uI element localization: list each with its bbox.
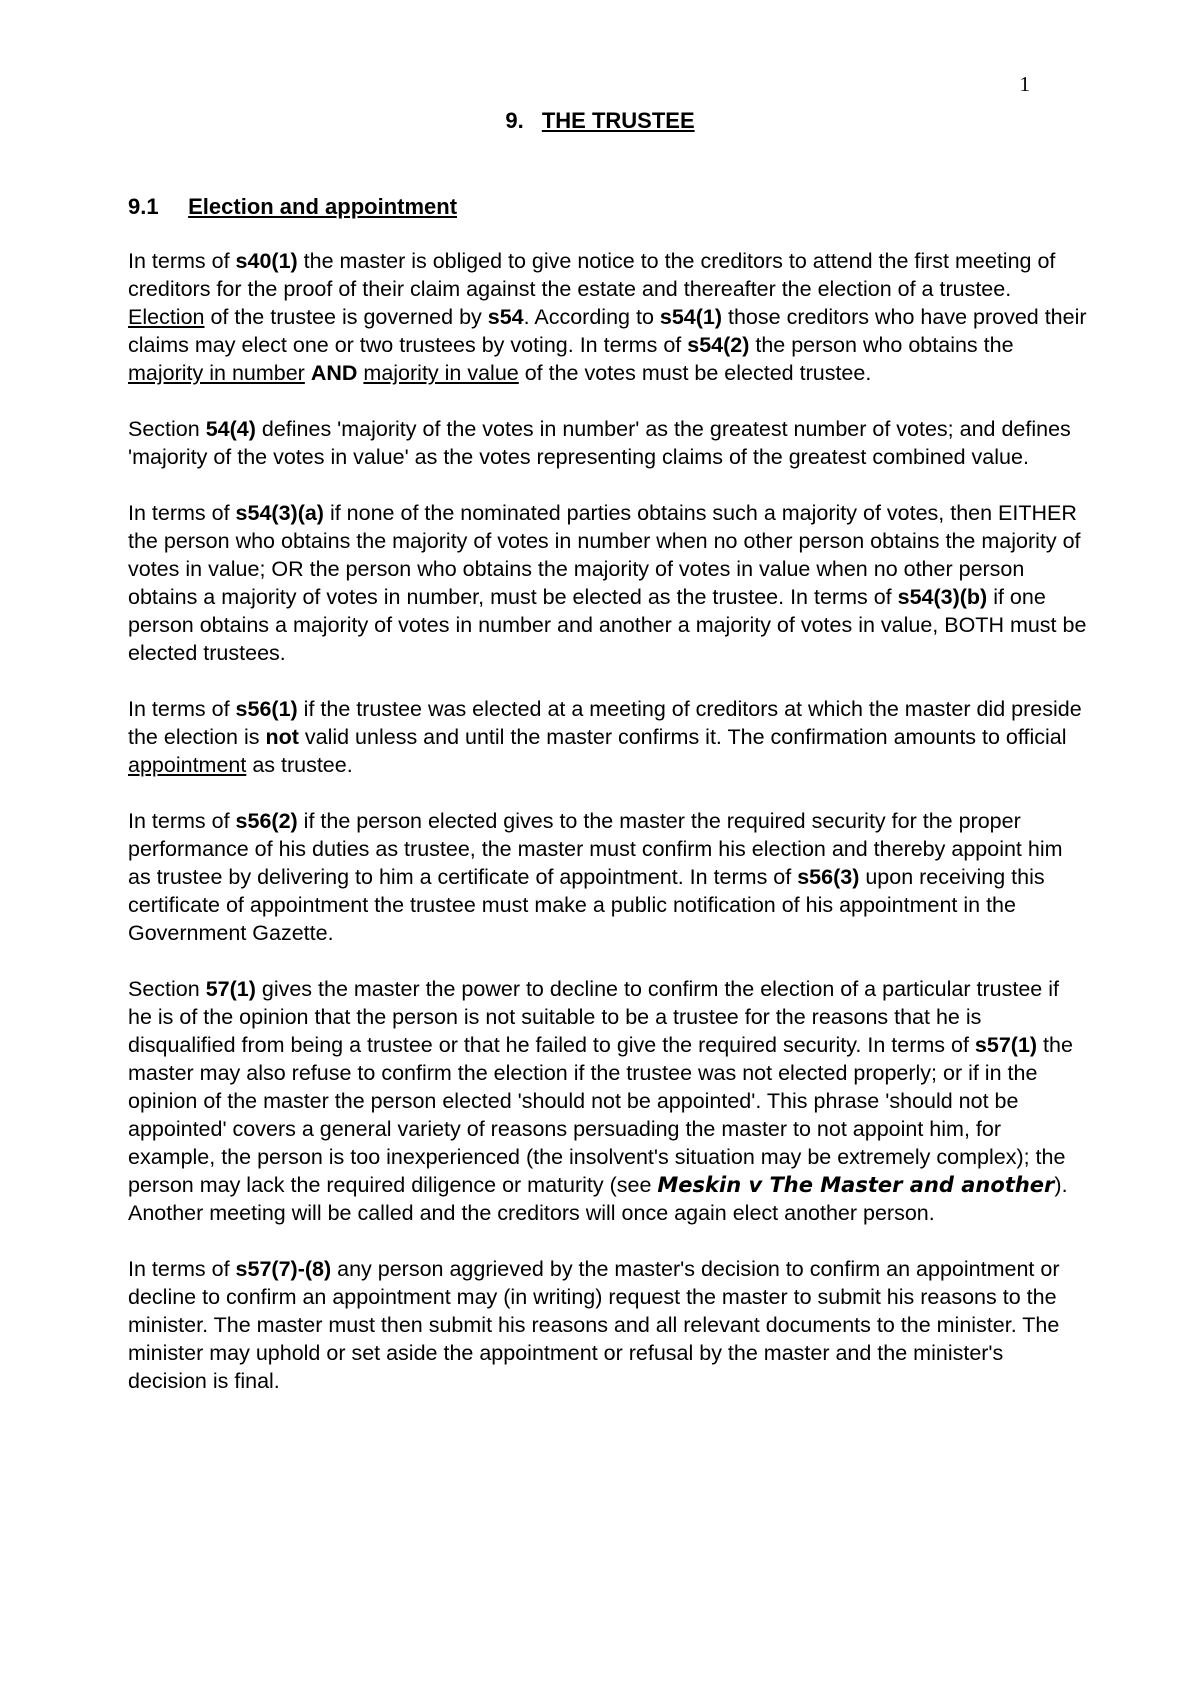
section-title-text: Election and appointment	[188, 194, 458, 219]
text-run: In terms of	[128, 249, 236, 273]
chapter-title-text: THE TRUSTEE	[541, 108, 695, 133]
text-run: In terms of	[128, 697, 236, 721]
statute-reference: s54(1)	[659, 305, 723, 329]
text-run: gives the master the power to decline to confirm the election of a particular trustee if he is of the opinion that the person is not suitable to be a trustee for the reasons that he is disqualified from being a trustee or that he failed to give the required security. In terms of	[128, 977, 1059, 1057]
chapter-number: 9.	[505, 108, 524, 133]
underlined-term: majority in number	[128, 361, 305, 385]
text-run: valid unless and until the master confirms it. The confirmation amounts to official	[298, 725, 1067, 749]
page-number: 1	[1019, 72, 1030, 96]
text-run: those creditors who have proved their claims may elect one or two trustees by voting. In terms of	[128, 305, 1087, 357]
statute-reference: s57(7)-(8)	[235, 1257, 332, 1281]
paragraph	[128, 695, 1088, 779]
paragraph	[128, 499, 1088, 667]
paragraph	[128, 807, 1088, 947]
statute-reference: not	[265, 725, 299, 749]
text-run: if none of the nominated parties obtains such a majority of votes, then EITHER the person who obtains the majority of votes in number when no other person obtains the majority of votes in value; OR the person who obtains the majority of votes in value when no other person obtains a majority of votes in number, must be elected as the trustee. In terms of	[128, 501, 1081, 609]
statute-reference: 57(1)	[205, 977, 256, 1001]
text-run: if the trustee was elected at a meeting of creditors at which the master did preside the election is	[128, 697, 1082, 749]
section-number: 9.1	[128, 194, 159, 219]
statute-reference: s56(2)	[235, 809, 298, 833]
section-heading	[128, 194, 457, 220]
statute-reference: 54(4)	[205, 417, 256, 441]
text-run: Section	[128, 977, 206, 1001]
chapter-title	[0, 108, 1200, 134]
text-run: ). Another meeting will be called and the creditors will once again elect another person.	[128, 1173, 1068, 1225]
statute-reference: s57(1)	[974, 1033, 1038, 1057]
text-run: upon receiving this certificate of appointment the trustee must make a public notification of his appointment in the Government Gazette.	[128, 865, 1045, 945]
statute-reference: s54(3)(b)	[897, 585, 988, 609]
text-run: any person aggrieved by the master's decision to confirm an appointment or decline to confirm an appointment may (in writing) request the master to submit his reasons to the minister. The master must then submit his reasons and all relevant documents to the minister. The minister may uphold or set aside the appointment or refusal by the master and the minister's decision is final.	[128, 1257, 1060, 1393]
text-run: the master is obliged to give notice to the creditors to attend the first meeting of creditors for the proof of their claim against the estate and thereafter the election of a trustee.	[128, 249, 1056, 301]
text-run: of the votes must be elected trustee.	[518, 361, 872, 385]
text-run: Section	[128, 417, 206, 441]
statute-reference: s40(1)	[235, 249, 298, 273]
text-run: the person who obtains the	[749, 333, 1014, 357]
text-run: In terms of	[128, 501, 236, 525]
text-run: defines 'majority of the votes in number' as the greatest number of votes; and defines 'majority of the votes in value' as the votes representing claims of the greatest combined value.	[128, 417, 1071, 469]
case-citation: Meskin v The Master and another	[657, 1173, 1055, 1197]
text-run: In terms of	[128, 1257, 236, 1281]
underlined-term: majority in value	[363, 361, 519, 385]
paragraph	[128, 415, 1088, 471]
text-run: In terms of	[128, 809, 236, 833]
paragraph	[128, 247, 1088, 387]
text-run: if the person elected gives to the master the required security for the proper performance of his duties as trustee, the master must confirm his election and thereby appoint him as trustee by delivering to him a certificate of appointment. In terms of	[128, 809, 1063, 889]
body-text	[128, 247, 1088, 1423]
paragraph	[128, 975, 1088, 1227]
text-run: . According to	[523, 305, 660, 329]
statute-reference: s54(2)	[687, 333, 750, 357]
text-run: of the trustee is governed by	[204, 305, 488, 329]
statute-reference: s56(3)	[797, 865, 860, 889]
text-run: as trustee.	[246, 753, 353, 777]
underlined-term: Election	[128, 305, 205, 329]
statute-reference: s54	[487, 305, 524, 329]
underlined-term: appointment	[128, 753, 247, 777]
statute-reference: s54(3)(a)	[235, 501, 324, 525]
statute-reference: s56(1)	[235, 697, 298, 721]
statute-reference: AND	[310, 361, 358, 385]
text-run: the master may also refuse to confirm the election if the trustee was not elected properly; or if in the opinion of the master the person elected 'should not be appointed'. This phrase 'should not be appointed' covers a general variety of reasons persuading the master to not appoint him, for example, the person is too inexperienced (the insolvent's situation may be extremely complex); the person may lack the required diligence or maturity (see	[128, 1033, 1073, 1197]
paragraph	[128, 1255, 1088, 1395]
text-run: if one person obtains a majority of votes in number and another a majority of votes in value, BOTH must be elected trustees.	[128, 585, 1087, 665]
